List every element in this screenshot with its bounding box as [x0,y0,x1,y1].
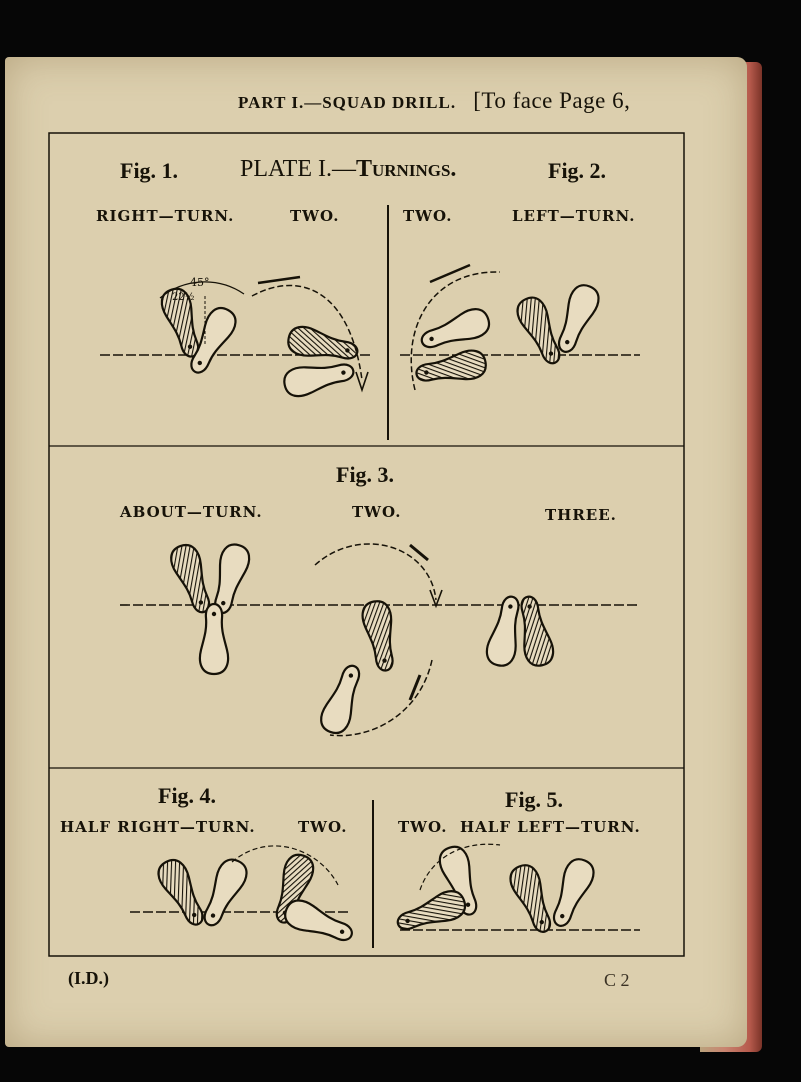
fig1-caption-right-turn: RIGHT—TURN. [96,207,235,225]
fig4-foot-hatched [154,855,212,930]
plate-heading: Turnings. [356,156,457,182]
footer-signature-mark: C 2 [604,970,630,990]
fig2-caption-left-turn: LEFT—TURN. [512,207,636,225]
fig1-angle-label: 45° [190,276,210,289]
fig2-foot-outline [550,281,602,356]
fig5-foot-hatched-b [506,861,558,936]
fig3-label: Fig. 3. [336,462,395,487]
fig5-label: Fig. 5. [505,787,564,812]
fig1-label: Fig. 1. [120,158,179,183]
fig2-foot-left-turned [417,305,492,355]
fig1-foot-left-turned [282,357,356,399]
fig3-foot-outline-b [200,604,228,674]
fig3-caption-two: TWO. [352,503,402,521]
plate-number: PLATE I.— [240,156,356,182]
fig2-foot-right-turned [414,348,488,388]
fig4-foot-turned-outline [281,896,356,948]
fig2-foot-hatched [513,293,568,368]
part-title: PART I.—SQUAD DRILL. [238,93,457,112]
fig4-foot-outline [196,855,251,930]
footer-publisher-mark: (I.D.) [68,968,109,988]
fig5-foot-outline-b [545,855,597,930]
fig2-label: Fig. 2. [548,158,607,183]
fig3-foot-turning-outline [317,661,367,736]
fig3-caption-about-turn: ABOUT—TURN. [120,503,263,521]
fig3-caption-three: THREE. [545,506,617,524]
fig3-foot-turning-hatched [360,599,400,673]
face-page-note: [To face Page 6, [473,88,631,113]
plate-title [240,156,456,183]
fig4-caption-two: TWO. [298,818,348,836]
fig5-caption-two: TWO. [398,818,448,836]
fig4-label: Fig. 4. [158,783,217,808]
fig4-caption-half-right-turn: HALF RIGHT—TURN. [60,818,256,836]
fig2-caption-two: TWO. [403,207,453,225]
fig5-caption-half-left-turn: HALF LEFT—TURN. [460,818,641,836]
fig1-caption-two: TWO. [290,207,340,225]
fig1-sub-angle: 22½ [172,292,195,303]
